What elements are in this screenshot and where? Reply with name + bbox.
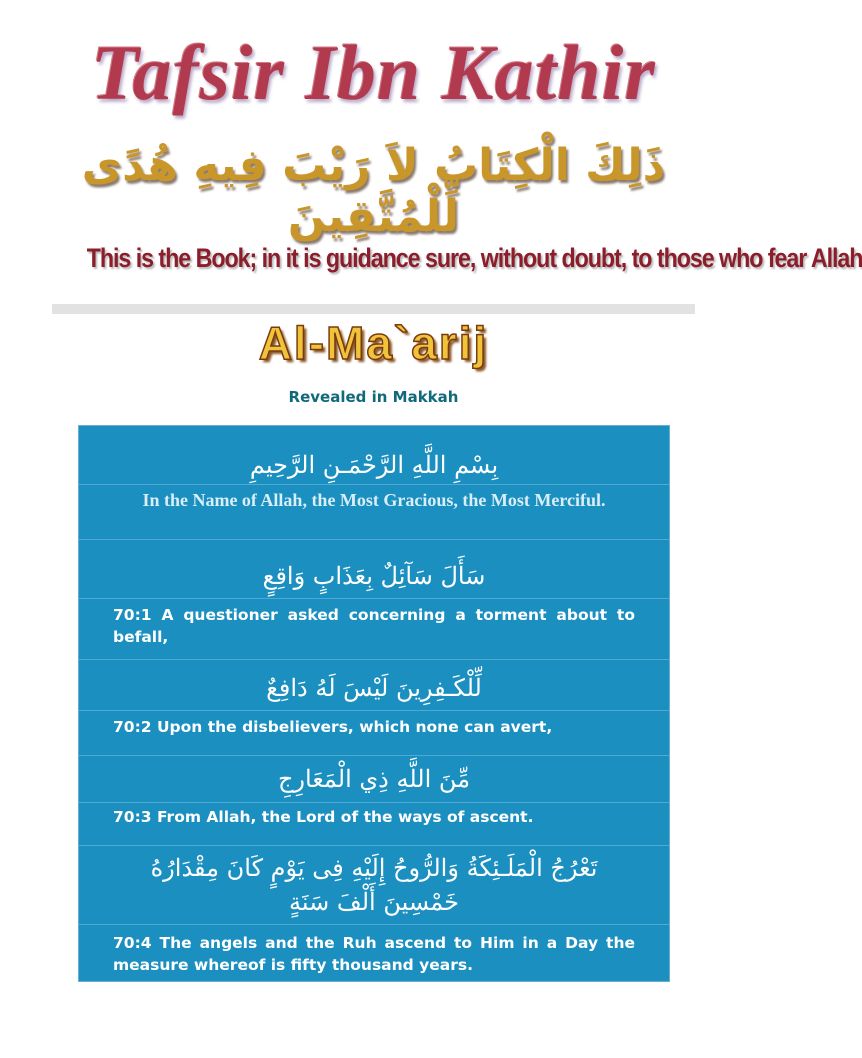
surah-name: Al-Ma`arij (258, 317, 489, 369)
basmala-english: In the Name of Allah, the Most Gracious, the Most Merciful. (79, 486, 669, 540)
verse-4-arabic-line-2: خَمْسِينَ أَلْفَ سَنَةٍ (79, 884, 669, 925)
header-title: Tafsir Ibn Kathir (91, 29, 656, 116)
verse-4-arabic-line-1: تَعْرُجُ الْمَلَـئِكَةُ وَالرُّوحُ إِلَيْهِ فِى يَوْمٍ كَانَ مِقْدَارُهُ (150, 854, 598, 882)
verse-1-english: 70:1 A questioner asked concerning a torment about to befall, (79, 604, 669, 660)
verse-3-english: 70:3 From Allah, the Lord of the ways of ascent. (79, 806, 669, 846)
verse-4-english: 70:4 The angels and the Ruh ascend to Him in a Day the measure whereof is fifty thousand years. (113, 934, 635, 974)
basmala-arabic: بِسْمِ اللَّهِ الرَّحْمَـنِ الرَّحِيمِ (79, 446, 669, 485)
verse-box (78, 425, 670, 982)
header-arabic-verse: ذَلِكَ الْكِتَابُ لاَ رَيْبَ فِيهِ هُدًى لِّلْمُتَّقِينَ (81, 140, 666, 242)
verse-1-arabic: سَأَلَ سَآئِلٌ بِعَذَابٍ وَاقِعٍ (79, 554, 669, 599)
revelation-place: Revealed in Makkah (288, 388, 459, 406)
verse-2-arabic: لِّلْكَـفِرِينَ لَيْسَ لَهُ دَافِعٌ (79, 666, 669, 711)
verse-2-english: 70:2 Upon the disbelievers, which none can avert, (79, 716, 669, 756)
header-divider (52, 304, 695, 314)
verse-3-arabic: مِّنَ اللَّهِ ذِي الْمَعَارِجِ (79, 756, 669, 803)
header-tagline: This is the Book; in it is guidance sure, without doubt, to those who fear Allah (86, 243, 862, 273)
